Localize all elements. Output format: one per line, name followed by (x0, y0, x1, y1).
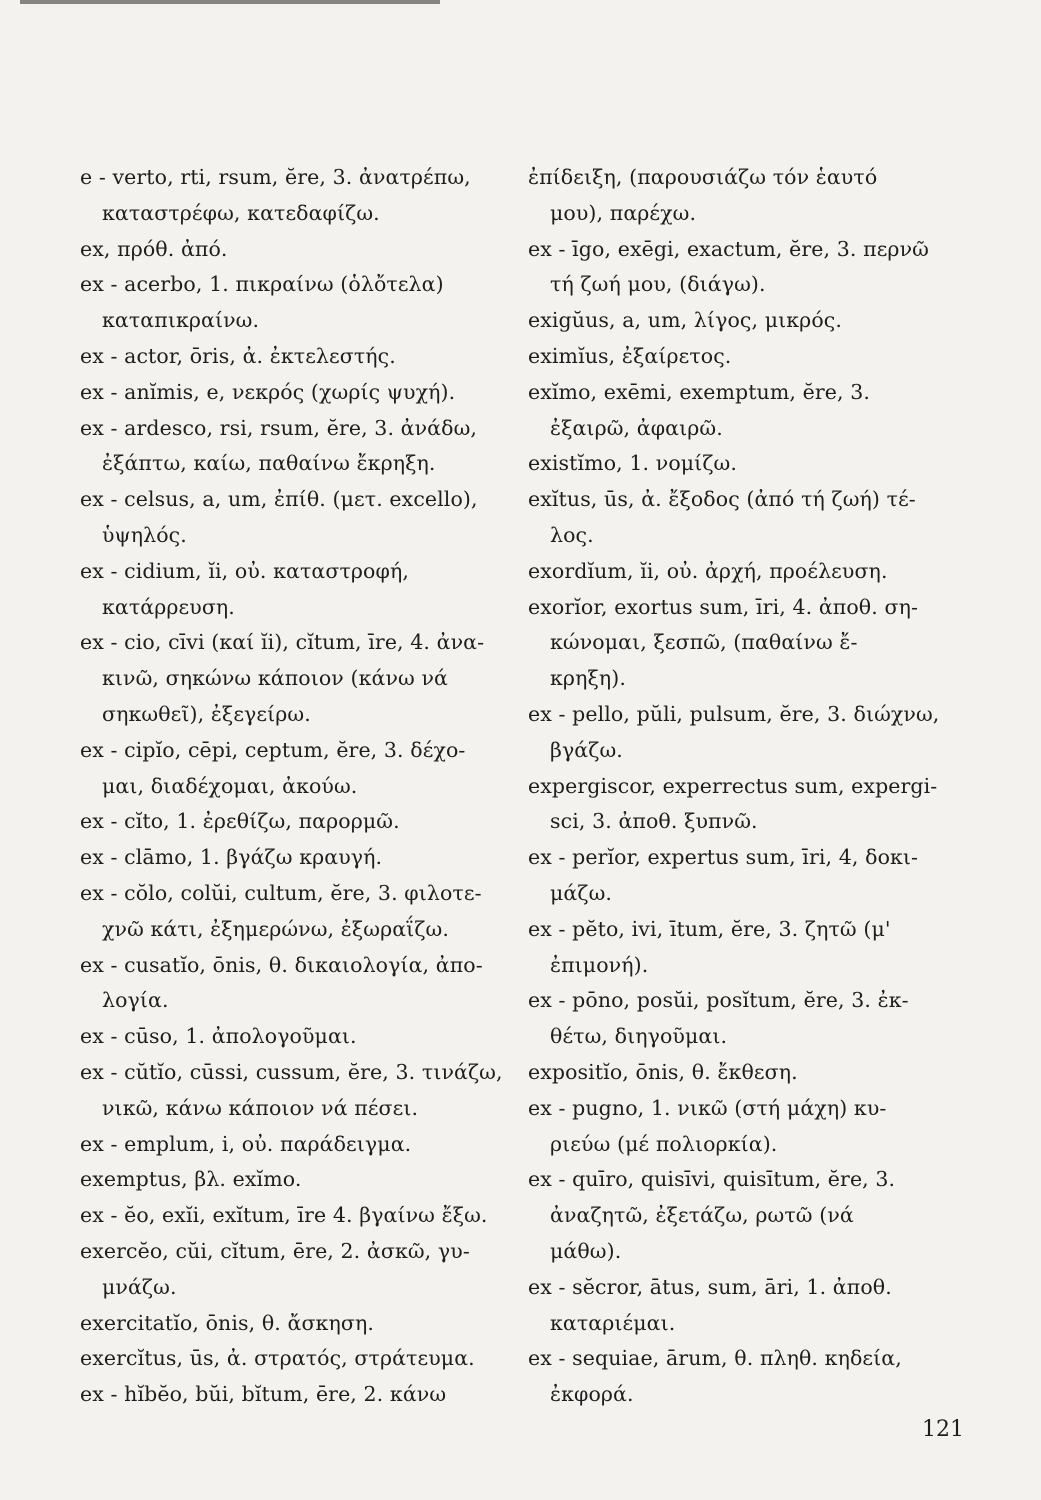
entry-continuation: σηκωθεῖ), ἐξεγείρω. (102, 701, 311, 726)
entry-continuation: καταριέμαι. (550, 1310, 676, 1335)
entry-continuation: μνάζω. (102, 1274, 177, 1299)
dictionary-entry (80, 733, 525, 805)
entry-headline: ἐπίδειξη, (παρουσιάζω τόν ἑαυτό (528, 165, 878, 189)
entry-headline: ex - pōno, posŭi, posĭtum, ĕre, 3. ἐκ- (528, 988, 909, 1013)
entry-headline: ex - anĭmis, e, νεκρός (χωρίς ψυχή). (80, 379, 456, 404)
dictionary-entry (80, 625, 525, 732)
entry-continuation: βγάζω. (550, 737, 623, 762)
entry-headline: expositĭo, ōnis, θ. ἔκθεση. (528, 1059, 798, 1084)
dictionary-entry (528, 232, 968, 304)
dictionary-entry (80, 804, 525, 840)
page-number: 121 (922, 1417, 964, 1442)
entry-headline: ex - cipĭo, cēpi, ceptum, ĕre, 3. δέχο- (80, 737, 466, 762)
dictionary-entry (528, 339, 968, 375)
entry-continuation: ἐκφορά. (550, 1382, 634, 1407)
dictionary-entry (80, 1198, 525, 1234)
entry-continuation: χνῶ κάτι, ἐξημερώνω, ἐξωραΐζω. (102, 916, 449, 941)
entry-continuation: κρηξη). (550, 666, 626, 691)
dictionary-entry (528, 697, 968, 769)
dictionary-entry (528, 769, 968, 841)
entry-headline: ex - ardesco, rsi, rsum, ĕre, 3. ἀνάδω, (80, 415, 478, 440)
entry-continuation: μάθω). (550, 1238, 622, 1263)
entry-headline: ex - quīro, quisīvi, quisītum, ĕre, 3. (528, 1167, 896, 1192)
entry-headline: ex - cio, cīvi (καί ĭi), cĭtum, īre, 4. ἀνα- (80, 630, 485, 655)
entry-headline: exordĭum, ĭi, οὐ. ἀρχή, προέλευση. (528, 558, 888, 583)
entry-continuation: κατάρρευση. (102, 594, 235, 619)
entry-headline: exercitatĭo, ōnis, θ. ἄσκηση. (80, 1310, 374, 1335)
dictionary-entry (528, 1055, 968, 1091)
entry-headline: ex - clāmo, 1. βγάζω κραυγή. (80, 845, 383, 870)
entry-continuation: τή ζωή μου, (διάγω). (550, 272, 766, 297)
entry-continuation: ἐξάπτω, καίω, παθαίνω ἔκρηξη. (102, 451, 436, 476)
dictionary-entry (528, 303, 968, 339)
dictionary-entry (528, 554, 968, 590)
entry-headline: ex - cūso, 1. ἀπολογοῦμαι. (80, 1024, 357, 1049)
entry-headline: ex - sĕcror, ātus, sum, āri, 1. ἀποθ. (528, 1274, 892, 1299)
dictionary-entry (80, 411, 525, 483)
dictionary-entry (80, 375, 525, 411)
entry-headline: exercĕo, cŭi, cĭtum, ēre, 2. ἀσκῶ, γυ- (80, 1238, 470, 1263)
entry-headline: ex - ĕo, exĭi, exĭtum, īre 4. βγαίνω ἔξω. (80, 1203, 488, 1228)
dictionary-entry (80, 339, 525, 375)
entry-headline: ex, πρόθ. ἀπό. (80, 236, 228, 261)
entry-headline: ex - pugno, 1. νικῶ (στή μάχη) κυ- (528, 1095, 887, 1120)
dictionary-entry (528, 840, 968, 912)
entry-headline: ex - cĭto, 1. ἐρεθίζω, παρορμῶ. (80, 809, 400, 834)
dictionary-entry (80, 840, 525, 876)
dictionary-entry (528, 1162, 968, 1269)
entry-continuation: καταστρέφω, κατεδαφίζω. (102, 200, 380, 225)
entry-headline: e - verto, rti, rsum, ĕre, 3. ἀνατρέπω, (80, 165, 471, 189)
entry-continuation: ἀναζητῶ, ἐξετάζω, ρωτῶ (νά (550, 1203, 854, 1228)
dictionary-entry (80, 876, 525, 948)
dictionary-entry (528, 446, 968, 482)
entry-headline: exigŭus, a, um, λίγος, μικρός. (528, 308, 842, 333)
dictionary-entry (528, 160, 968, 232)
entry-headline: ex - cŏlo, colŭi, cultum, ĕre, 3. φιλοτε- (80, 880, 482, 905)
entry-headline: ex - sequiae, ārum, θ. πληθ. κηδεία, (528, 1346, 902, 1371)
entry-continuation: μου), παρέχω. (550, 200, 697, 225)
entry-continuation: κινῶ, σηκώνω κάποιον (κάνω νά (102, 666, 448, 691)
top-rule (20, 0, 440, 4)
entry-continuation: λογία. (102, 988, 169, 1013)
entry-headline: expergiscor, experrectus sum, expergi- (528, 773, 938, 798)
left-column (80, 160, 525, 1413)
dictionary-entry (528, 983, 968, 1055)
dictionary-entry (80, 948, 525, 1020)
dictionary-entry (80, 1162, 525, 1198)
dictionary-entry (80, 1306, 525, 1342)
entry-headline: ex - pello, pŭli, pulsum, ĕre, 3. διώχνω, (528, 701, 940, 726)
dictionary-entry (80, 1341, 525, 1377)
dictionary-entry (528, 1270, 968, 1342)
entry-headline: ex - cusatĭo, ōnis, θ. δικαιολογία, ἀπο- (80, 952, 483, 977)
right-column (528, 160, 968, 1413)
entry-headline: ex - emplum, i, οὐ. παράδειγμα. (80, 1131, 412, 1156)
dictionary-entry (528, 1341, 968, 1413)
entry-headline: ex - pĕto, ivi, ītum, ĕre, 3. ζητῶ (μ' (528, 916, 891, 941)
entry-continuation: κώνομαι, ξεσπῶ, (παθαίνω ἔ- (550, 630, 858, 655)
entry-continuation: sci, 3. ἀποθ. ξυπνῶ. (550, 809, 758, 834)
dictionary-entry (80, 267, 525, 339)
dictionary-entry (528, 375, 968, 447)
dictionary-entry (80, 1234, 525, 1306)
dictionary-entry (80, 232, 525, 268)
entry-continuation: νικῶ, κάνω κάποιον νά πέσει. (102, 1095, 419, 1120)
entry-headline: exercĭtus, ūs, ἀ. στρατός, στράτευμα. (80, 1346, 475, 1371)
entry-headline: ex - acerbo, 1. πικραίνω (ὁλὄτελα) (80, 272, 444, 297)
dictionary-entry (528, 590, 968, 697)
entry-headline: existĭmo, 1. νομίζω. (528, 451, 737, 476)
dictionary-entry (528, 1091, 968, 1163)
dictionary-entry (80, 482, 525, 554)
dictionary-entry (80, 160, 525, 232)
entry-headline: ex - perĭor, expertus sum, īri, 4, δοκι- (528, 845, 919, 870)
entry-headline: ex - hĭbĕo, bŭi, bĭtum, ēre, 2. κάνω (80, 1382, 447, 1407)
entry-headline: exorĭor, exortus sum, īri, 4. ἀποθ. ση- (528, 594, 918, 619)
entry-continuation: θέτω, διηγοῦμαι. (550, 1024, 728, 1049)
entry-headline: exemptus, βλ. exĭmo. (80, 1167, 302, 1192)
dictionary-entry (80, 1377, 525, 1413)
entry-headline: exĭtus, ūs, ἀ. ἔξοδος (ἀπό τή ζωή) τέ- (528, 487, 916, 512)
entry-continuation: ὑψηλός. (102, 522, 187, 547)
dictionary-entry (80, 1127, 525, 1163)
entry-continuation: μάζω. (550, 880, 613, 905)
entry-continuation: λος. (550, 522, 594, 547)
entry-headline: ex - celsus, a, um, ἐπίθ. (μετ. excello), (80, 487, 478, 512)
entry-continuation: ἐπιμονή). (550, 952, 649, 977)
dictionary-entry (528, 482, 968, 554)
dictionary-entry (80, 1055, 525, 1127)
entry-headline: ex - cŭtĭo, cūssi, cussum, ĕre, 3. τινάζω, (80, 1059, 503, 1084)
dictionary-entry (528, 912, 968, 984)
entry-headline: ex - īgo, exēgi, exactum, ĕre, 3. περνῶ (528, 236, 929, 261)
entry-headline: eximĭus, ἐξαίρετος. (528, 343, 732, 368)
entry-headline: ex - cidium, ĭi, οὐ. καταστροφή, (80, 558, 409, 583)
entry-headline: exĭmo, exēmi, exemptum, ĕre, 3. (528, 379, 870, 404)
entry-continuation: μαι, διαδέχομαι, ἀκούω. (102, 773, 358, 798)
dictionary-entry (80, 1019, 525, 1055)
entry-continuation: ἐξαιρῶ, ἀφαιρῶ. (550, 415, 723, 440)
entry-continuation: καταπικραίνω. (102, 308, 260, 333)
entry-headline: ex - actor, ōris, ἀ. ἐκτελεστής. (80, 343, 396, 368)
dictionary-entry (80, 554, 525, 626)
entry-continuation: ριεύω (μέ πολιορκία). (550, 1131, 778, 1156)
